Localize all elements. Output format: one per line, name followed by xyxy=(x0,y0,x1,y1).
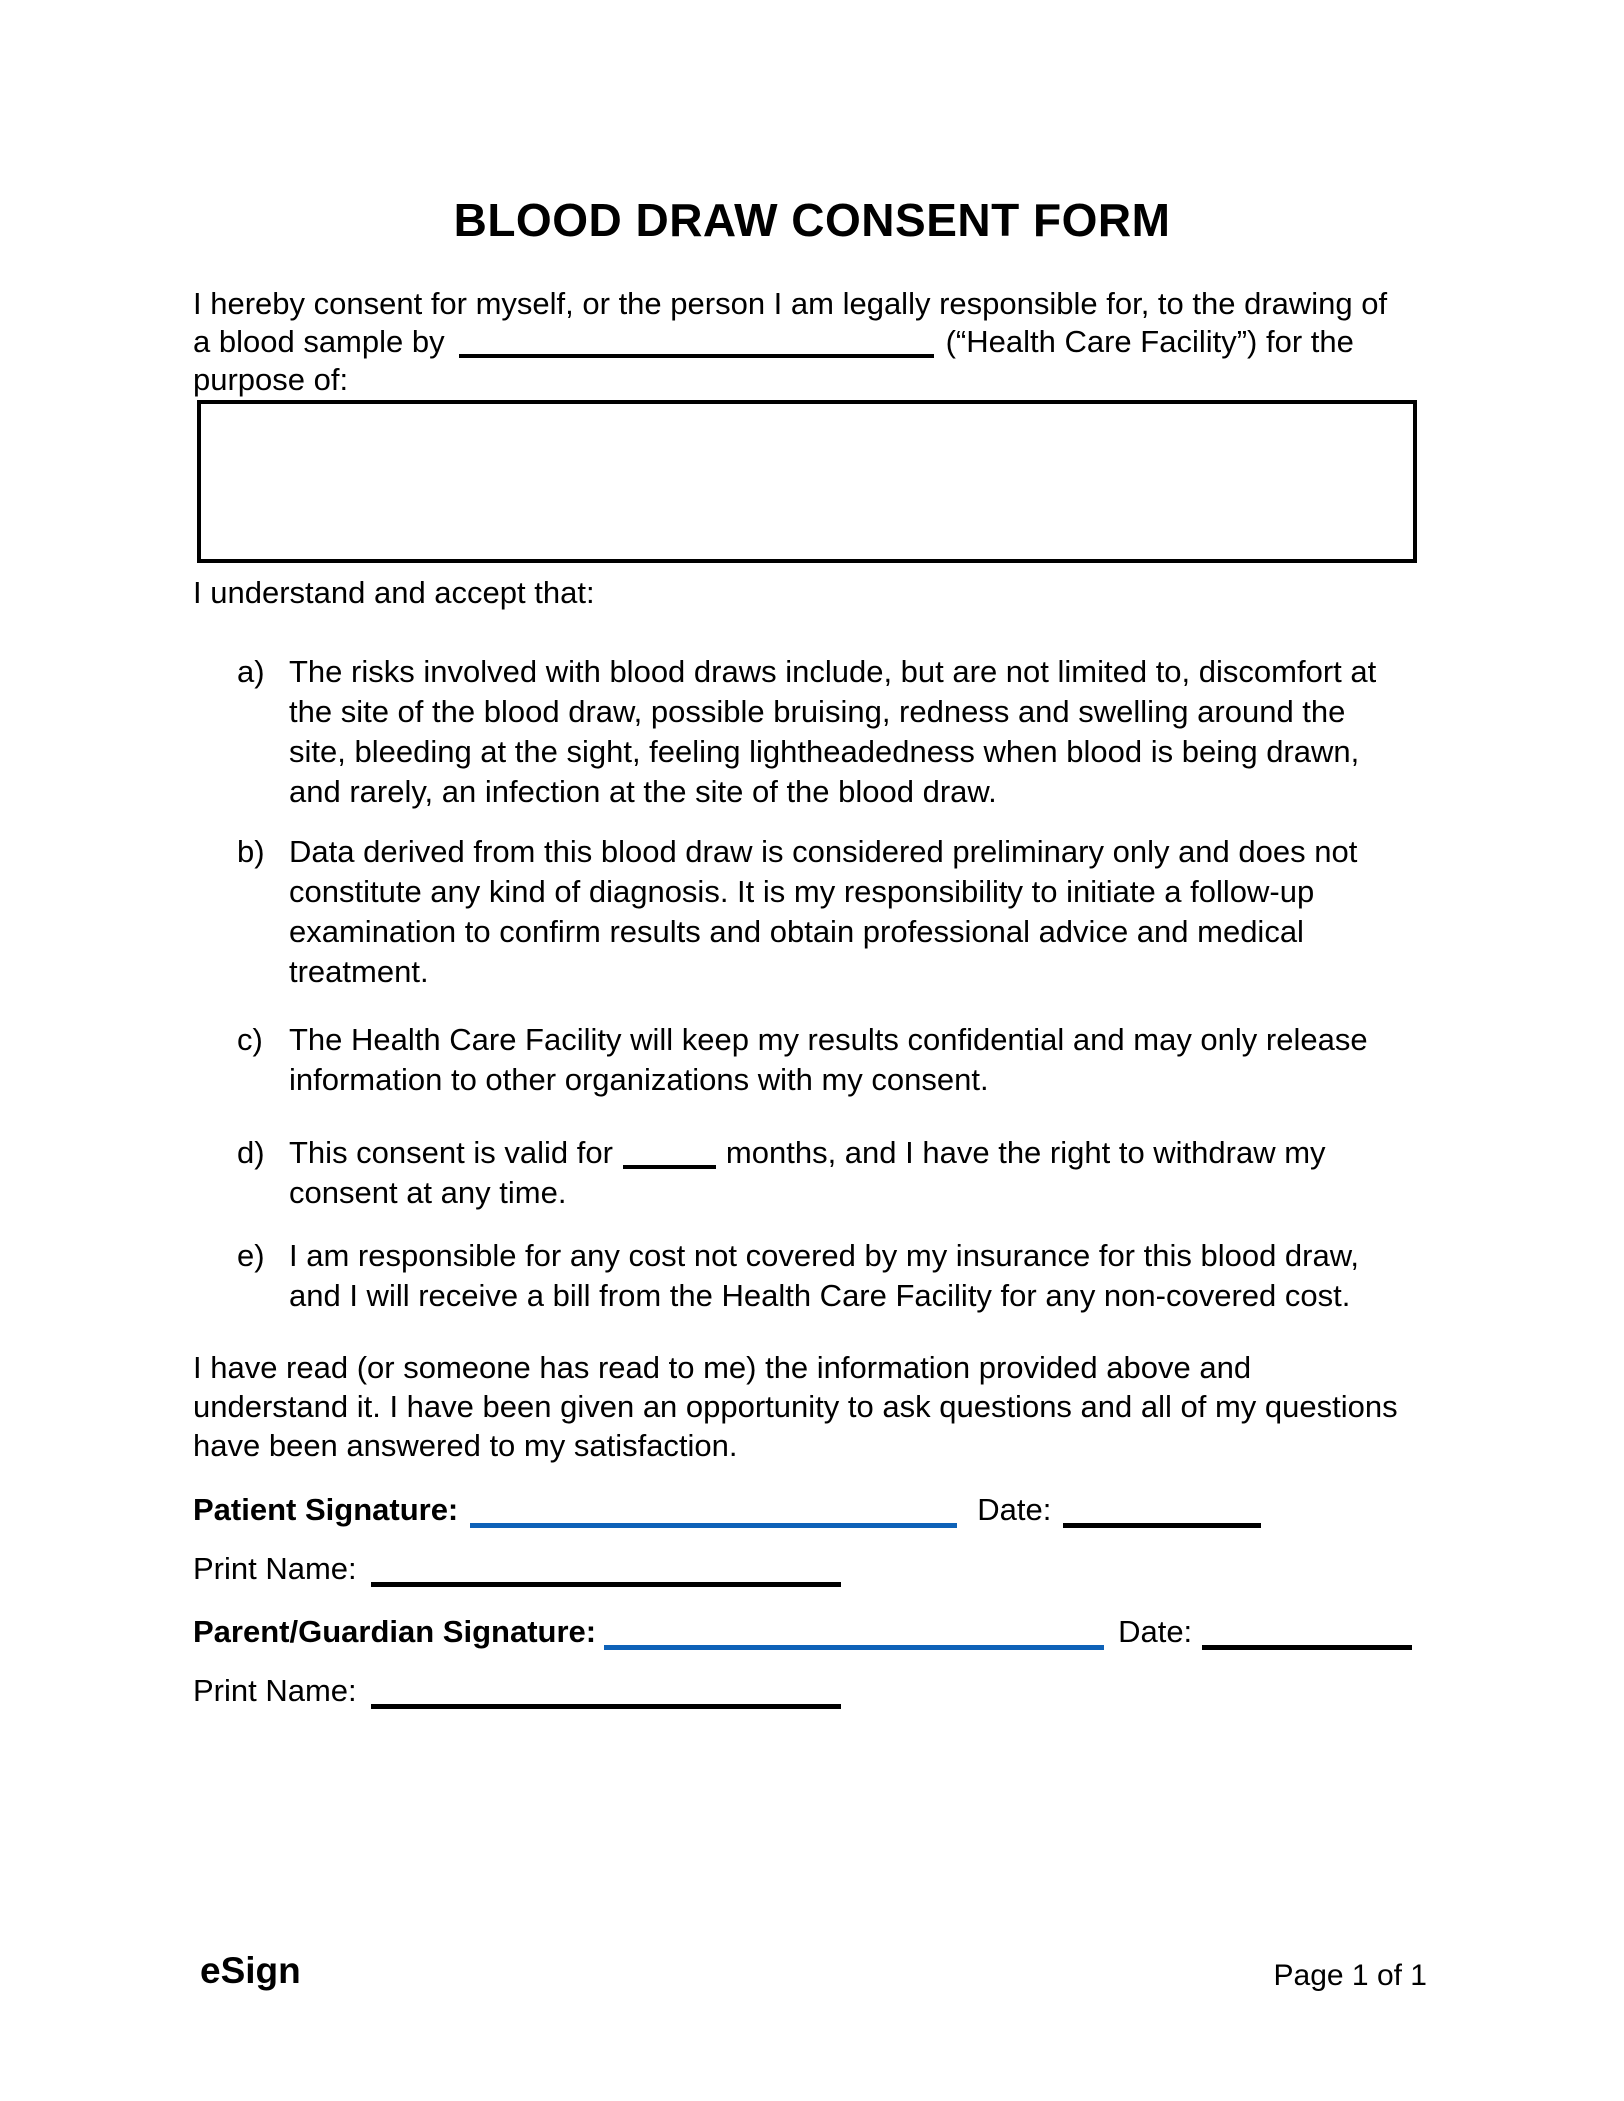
patient-signature-field[interactable] xyxy=(470,1493,957,1528)
accept-heading: I understand and accept that: xyxy=(193,575,595,610)
intro-before-blank: a blood sample by xyxy=(193,324,445,359)
guardian-signature-row xyxy=(193,1612,1412,1652)
list-item-b-text xyxy=(289,832,1449,992)
text-line: information to other organizations with my consent. xyxy=(289,1062,989,1097)
guardian-signature-field[interactable] xyxy=(604,1615,1104,1650)
text-line: examination to confirm results and obtain professional advice and medical xyxy=(289,914,1304,949)
text-line xyxy=(289,1133,1449,1173)
text-line: site, bleeding at the sight, feeling lightheadedness when blood is being drawn, xyxy=(289,734,1360,769)
text-line: consent at any time. xyxy=(289,1175,567,1210)
item-d-after-blank: months, and I have the right to withdraw my xyxy=(725,1135,1326,1170)
patient-signature-label: Patient Signature: xyxy=(193,1492,459,1527)
text-line: the site of the blood draw, possible bruising, redness and swelling around the xyxy=(289,694,1346,729)
esign-logo: eSign xyxy=(200,1950,301,1991)
text-line: The risks involved with blood draws include, but are not limited to, discomfort at xyxy=(289,654,1377,689)
intro-paragraph xyxy=(193,285,1455,399)
list-item-b xyxy=(237,832,1449,992)
patient-date-field[interactable] xyxy=(1063,1493,1261,1528)
text-line: treatment. xyxy=(289,954,429,989)
page-number-label: Page 1 of 1 xyxy=(1273,1959,1427,1992)
intro-after-blank: (“Health Care Facility”) for the xyxy=(945,324,1354,359)
guardian-signature-label: Parent/Guardian Signature: xyxy=(193,1614,597,1649)
list-item-d-text xyxy=(289,1133,1449,1213)
patient-print-name-row xyxy=(193,1549,841,1589)
text-line xyxy=(193,323,1455,361)
guardian-date-label: Date: xyxy=(1118,1614,1193,1649)
list-item-a xyxy=(237,652,1449,812)
months-blank-field[interactable] xyxy=(623,1165,716,1169)
list-marker: a) xyxy=(237,654,265,689)
text-line: purpose of: xyxy=(193,362,349,397)
text-line: and rarely, an infection at the site of the blood draw. xyxy=(289,774,997,809)
text-line: I have read (or someone has read to me) the information provided above and xyxy=(193,1350,1252,1385)
text-line: I am responsible for any cost not covered by my insurance for this blood draw, xyxy=(289,1238,1360,1273)
text-line: I hereby consent for myself, or the person I am legally responsible for, to the drawing of xyxy=(193,286,1388,321)
list-marker: e) xyxy=(237,1238,265,1273)
page-title: BLOOD DRAW CONSENT FORM xyxy=(453,194,1171,246)
item-d-before-blank: This consent is valid for xyxy=(289,1135,613,1170)
list-item-e-text xyxy=(289,1236,1449,1316)
text-line: have been answered to my satisfaction. xyxy=(193,1428,738,1463)
closing-paragraph xyxy=(193,1348,1455,1465)
text-line: understand it. I have been given an opportunity to ask questions and all of my questions xyxy=(193,1389,1398,1424)
purpose-text-box-field[interactable] xyxy=(197,400,1417,563)
guardian-print-name-field[interactable] xyxy=(371,1674,841,1709)
text-line: The Health Care Facility will keep my results confidential and may only release xyxy=(289,1022,1368,1057)
list-marker: b) xyxy=(237,834,265,869)
list-item-e xyxy=(237,1236,1449,1316)
text-line: and I will receive a bill from the Health Care Facility for any non-covered cost. xyxy=(289,1278,1351,1313)
patient-signature-row xyxy=(193,1490,1261,1530)
patient-date-label: Date: xyxy=(977,1492,1052,1527)
guardian-print-name-label: Print Name: xyxy=(193,1673,357,1708)
text-line: Data derived from this blood draw is considered preliminary only and does not xyxy=(289,834,1358,869)
patient-print-name-label: Print Name: xyxy=(193,1551,357,1586)
patient-print-name-field[interactable] xyxy=(371,1552,841,1587)
list-item-c xyxy=(237,1020,1449,1100)
list-marker: c) xyxy=(237,1022,263,1057)
guardian-date-field[interactable] xyxy=(1202,1615,1412,1650)
facility-name-blank-field[interactable] xyxy=(459,354,934,358)
text-line: constitute any kind of diagnosis. It is my responsibility to initiate a follow-up xyxy=(289,874,1315,909)
list-item-c-text xyxy=(289,1020,1449,1100)
guardian-print-name-row xyxy=(193,1671,841,1711)
list-item-d xyxy=(237,1133,1449,1213)
list-item-a-text xyxy=(289,652,1449,812)
list-marker: d) xyxy=(237,1135,265,1170)
